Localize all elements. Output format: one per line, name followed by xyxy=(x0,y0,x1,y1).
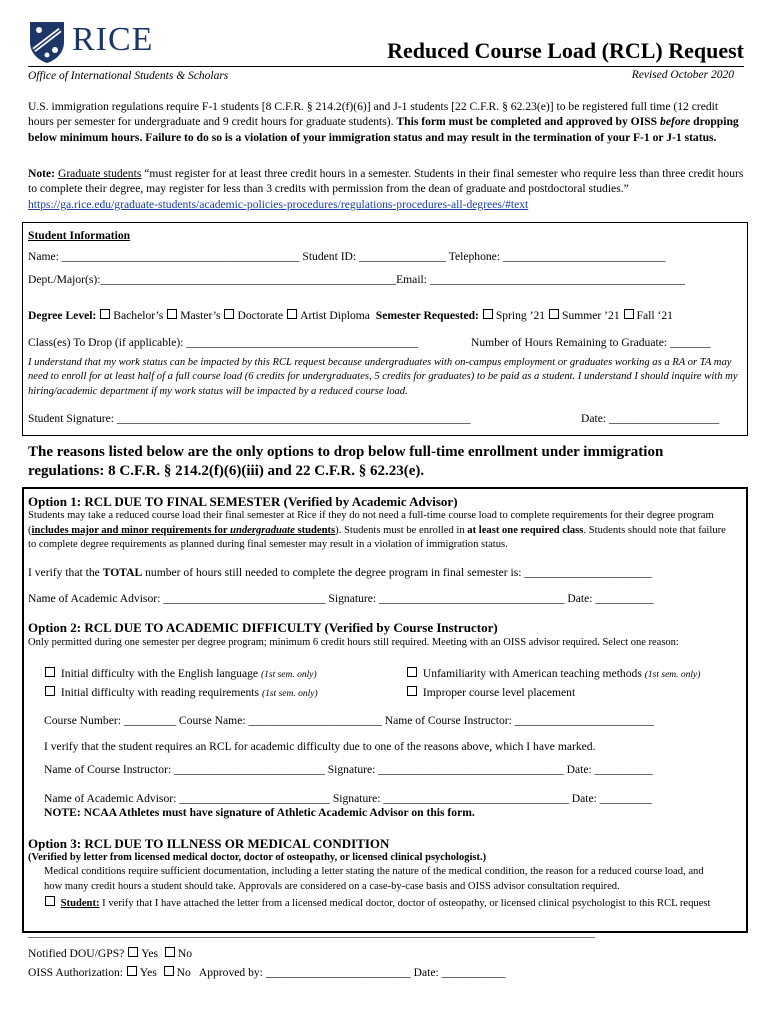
reason-teaching-checkbox[interactable] xyxy=(407,667,417,677)
hours-remaining-line[interactable]: Number of Hours Remaining to Graduate: _______ xyxy=(471,336,711,349)
student-signature-line[interactable]: Student Signature: _____________________________________________________________ xyxy=(28,412,471,425)
spring-checkbox[interactable] xyxy=(483,309,493,319)
option2-heading: Option 2: RCL DUE TO ACADEMIC DIFFICULTY (Verified by Course Instructor) xyxy=(28,620,498,635)
option3-subheading: (Verified by letter from licensed medical doctor, doctor of osteopathy, or licensed clinical psychologist.) xyxy=(28,852,487,863)
student-info-heading: Student Information xyxy=(28,229,131,242)
option3-description: Medical conditions require sufficient documentation, including a letter stating the nature of the medical condition, the reason for a reduced course load, and how many credit hours a student should take. Approvals are considered on a case-by-case basis and OISS advisor consultation required. xyxy=(44,866,704,892)
notified-no-checkbox[interactable] xyxy=(165,947,175,957)
option2-verify-statement: I verify that the student requires an RCL for academic difficulty due to one of the reasons above, which I have marked. xyxy=(44,740,596,753)
option2-instructor-line[interactable]: Name of Course Instructor: __________________________ Signature: ________________________________ Date: __________ xyxy=(44,763,653,776)
option3-student-checkbox[interactable] xyxy=(45,896,55,906)
artist-diploma-checkbox[interactable] xyxy=(287,309,297,319)
student-date-line[interactable]: Date: ___________________ xyxy=(581,412,720,425)
reason-english-checkbox[interactable] xyxy=(45,667,55,677)
option1-total-hours-line[interactable]: I verify that the TOTAL number of hours still needed to complete the degree program in final semester is: ______________________ xyxy=(28,566,652,579)
masters-checkbox[interactable] xyxy=(167,309,177,319)
name-id-phone-line[interactable]: Name: _________________________________________ Student ID: _______________ Telephone: ____________________________ xyxy=(28,250,666,263)
logo-text: RICE xyxy=(72,21,154,58)
option1-advisor-line[interactable]: Name of Academic Advisor: ____________________________ Signature: ________________________________ Date: __________ xyxy=(28,592,654,605)
degree-semester-row: Degree Level: Bachelor’s Master’s Doctorate Artist Diploma Semester Requested: Spring ’21 Summer ’21 Fall ‘21 xyxy=(28,309,673,322)
form-title: Reduced Course Load (RCL) Request xyxy=(387,38,744,63)
rice-shield-icon xyxy=(28,20,66,64)
oiss-no-checkbox[interactable] xyxy=(164,966,174,976)
reason-placement-item: Improper course level placement xyxy=(406,686,575,699)
bachelors-checkbox[interactable] xyxy=(100,309,110,319)
notified-row: Notified DOU/GPS? Yes No xyxy=(28,947,193,960)
notified-yes-checkbox[interactable] xyxy=(128,947,138,957)
header-divider xyxy=(28,66,744,67)
reason-placement-checkbox[interactable] xyxy=(407,686,417,696)
office-name: Office of International Students & Scholars xyxy=(28,70,229,82)
ncaa-note: NOTE: NCAA Athletes must have signature of Athletic Academic Advisor on this form. xyxy=(44,806,475,819)
graduate-students-link[interactable]: Graduate students xyxy=(57,167,142,180)
reason-reading-item: Initial difficulty with reading requirements (1st sem. only) xyxy=(44,686,318,699)
footer-rule: ____________________________________________________________________________________________________________ xyxy=(28,928,595,939)
intro-paragraph: U.S. immigration regulations require F-1 students [8 C.F.R. § 214.2(f)(6)] and J-1 students [22 C.F.R. § 62.23(e)] to be registered full time (12 credit hours per semester for undergraduate and 9 credit hours for graduate students). This form must be completed and approved by OISS before dropping below minimum hours. Failure to do so is a violation of your immigration status and may result in the termination of your F-1 or J-1 status. xyxy=(28,100,739,144)
reason-english-item: Initial difficulty with the English language (1st sem. only) xyxy=(44,667,317,680)
option1-description: Students may take a reduced course load their final semester at Rice if they do not need a full-time course load to complete requirements for their degree program (includes major and minor requirements for undergraduate students). Students must be enrolled in at least one required class. Students should note that failure to complete degree requirements as planned during final semester may result in a violation of immigration status. xyxy=(28,510,726,550)
summer-checkbox[interactable] xyxy=(549,309,559,319)
option3-heading: Option 3: RCL DUE TO ILLNESS OR MEDICAL CONDITION xyxy=(28,836,390,851)
oiss-authorization-row: OISS Authorization: Yes No Approved by: _________________________ Date: ___________ xyxy=(28,966,506,979)
approved-by-line[interactable]: Approved by: _________________________ Date: ___________ xyxy=(198,966,506,979)
classes-to-drop-line[interactable]: Class(es) To Drop (if applicable): ________________________________________ xyxy=(28,336,419,349)
note-paragraph: Note: Graduate students “must register for at least three credit hours in a semester. Students in their final semester who require less than three credit hours to complete their degree, may register for less than 3 credits with permission from the dean of graduate and postdoctoral studies.” https://ga.rice.edu/graduate-students/academic-policies-procedures/regulations-procedures-all-degrees/#text xyxy=(28,167,744,211)
option2-advisor-line[interactable]: Name of Academic Advisor: __________________________ Signature: ________________________________ Date: _________ xyxy=(44,792,652,805)
ga-rice-url-link[interactable]: https://ga.rice.edu/graduate-students/academic-policies-procedures/regulations-procedures-all-degrees/#text xyxy=(28,197,529,211)
course-info-line[interactable]: Course Number: _________ Course Name: _______________________ Name of Course Instructor: ________________________ xyxy=(44,714,654,727)
revised-date: Revised October 2020 xyxy=(631,69,734,81)
option2-subtext: Only permitted during one semester per degree program; minimum 6 credit hours still required. Meeting with an OISS advisor required. Select one reason: xyxy=(28,637,679,648)
reason-reading-checkbox[interactable] xyxy=(45,686,55,696)
oiss-yes-checkbox[interactable] xyxy=(127,966,137,976)
option3-student-verify: Student: I verify that I have attached the letter from a licensed medical doctor, doctor of osteopathy, or licensed clinical psychologist to this RCL request xyxy=(44,896,722,912)
reasons-heading: The reasons listed below are the only options to drop below full-time enrollment under immigration regulations: 8 C.F.R. § 214.2(f)(6)(iii) and 22 C.F.R. § 62.23(e). xyxy=(28,444,664,479)
rice-logo xyxy=(28,20,158,64)
reason-teaching-item: Unfamiliarity with American teaching methods (1st sem. only) xyxy=(406,667,700,680)
work-status-statement: I understand that my work status can be impacted by this RCL request because undergraduates with on-campus employment or graduates working as a RA or TA may need to enroll for at least half of a full course load (6 credits for undergraduates, 5 credits for graduates) to be paid as a student. I understand I should inquire with my hiring/academic department if my work status will be impacted by a reduced course load. xyxy=(28,357,738,397)
fall-checkbox[interactable] xyxy=(624,309,634,319)
doctorate-checkbox[interactable] xyxy=(224,309,234,319)
option1-heading: Option 1: RCL DUE TO FINAL SEMESTER (Verified by Academic Advisor) xyxy=(28,494,458,509)
dept-email-line[interactable]: Dept./Major(s):___________________________________________________Email: ____________________________________________ xyxy=(28,273,685,286)
